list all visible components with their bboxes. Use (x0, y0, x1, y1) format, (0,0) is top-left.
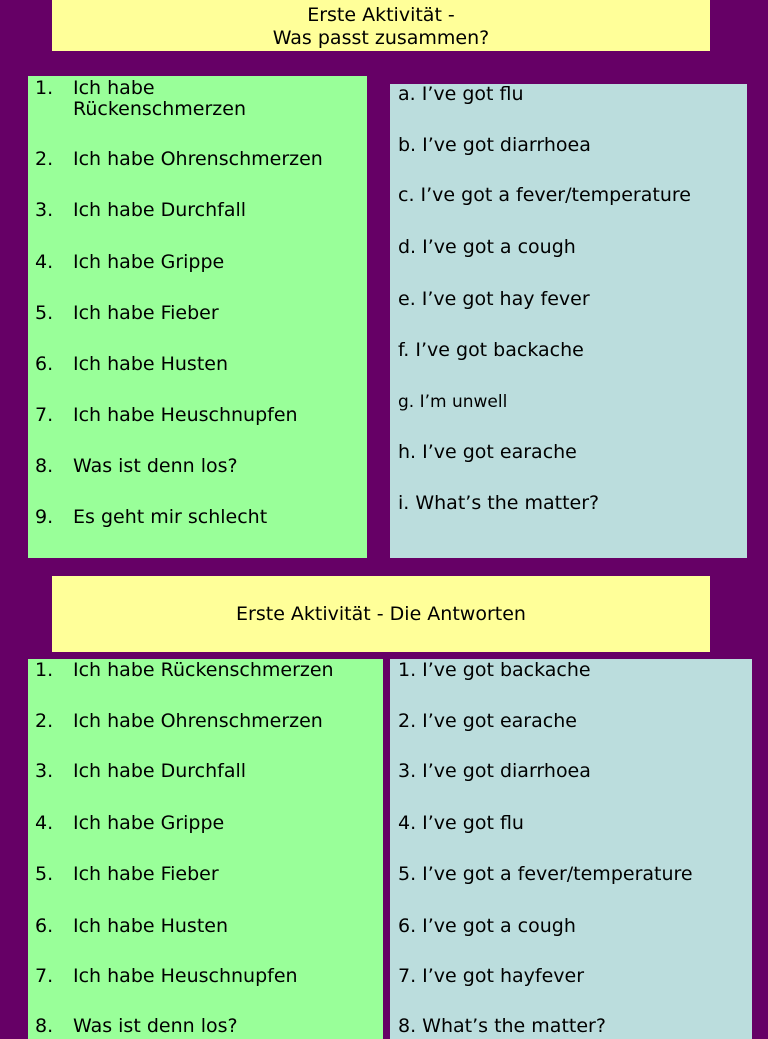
item-number: 7. (35, 404, 54, 426)
list-item: g. I’m unwell (398, 392, 508, 412)
list-item: h. I’ve got earache (398, 441, 577, 463)
list-item (28, 966, 383, 987)
list-item (28, 761, 383, 782)
activity-title-line2: Was passt zusammen? (272, 27, 490, 49)
item-text: Ich habe Heuschnupfen (73, 965, 298, 987)
item-text: Ich habe Husten (73, 915, 229, 937)
list-item: 3. I’ve got diarrhoea (398, 760, 591, 782)
item-text: Ich habe Grippe (73, 812, 225, 834)
list-item (28, 1016, 383, 1037)
activity-german-panel (28, 76, 367, 558)
item-number: 3. (35, 760, 54, 782)
list-item (28, 303, 367, 324)
list-item (28, 149, 367, 170)
activity-title-banner (52, 0, 710, 51)
item-number: 8. (35, 1015, 54, 1037)
item-text: Es geht mir schlecht (73, 506, 268, 528)
item-number: 1. (35, 77, 54, 99)
list-item: c. I’ve got a fever/temperature (398, 184, 691, 206)
item-number: 9. (35, 506, 54, 528)
item-text: Ich habe Husten (73, 353, 229, 375)
activity-english-panel (390, 84, 747, 558)
item-number: 2. (35, 710, 54, 732)
item-text: Ich habe Ohrenschmerzen (73, 710, 323, 732)
list-item (28, 507, 367, 528)
item-text: Ich habe Durchfall (73, 199, 247, 221)
list-item (28, 78, 367, 120)
list-item: d. I’ve got a cough (398, 236, 576, 258)
item-number: 3. (35, 199, 54, 221)
list-item: e. I’ve got hay fever (398, 288, 590, 310)
list-item (28, 711, 383, 732)
answers-title-banner (52, 576, 710, 652)
list-item (28, 405, 367, 426)
list-item: f. I’ve got backache (398, 339, 584, 361)
item-text: Ich habe Rückenschmerzen (73, 77, 246, 120)
item-text: Was ist denn los? (73, 455, 238, 477)
item-text: Ich habe Fieber (73, 302, 219, 324)
item-number: 2. (35, 148, 54, 170)
item-text: Ich habe Grippe (73, 251, 225, 273)
answers-german-panel (28, 659, 383, 1039)
list-item (28, 252, 367, 273)
item-text: Ich habe Rückenschmerzen (73, 659, 334, 681)
list-item: 6. I’ve got a cough (398, 915, 576, 937)
list-item: 1. I’ve got backache (398, 659, 591, 681)
list-item (28, 916, 383, 937)
list-item: 4. I’ve got flu (398, 812, 524, 834)
item-number: 5. (35, 863, 54, 885)
list-item: 5. I’ve got a fever/temperature (398, 863, 693, 885)
list-item: 2. I’ve got earache (398, 710, 577, 732)
item-number: 1. (35, 659, 54, 681)
list-item (28, 660, 383, 681)
list-item: a. I’ve got flu (398, 84, 524, 105)
list-item: i. What’s the matter? (398, 492, 600, 514)
answers-title: Erste Aktivität - Die Antworten (236, 602, 526, 625)
item-number: 4. (35, 812, 54, 834)
list-item (28, 864, 383, 885)
list-item (28, 813, 383, 834)
list-item: 8. What’s the matter? (398, 1015, 606, 1037)
item-number: 6. (35, 353, 54, 375)
list-item (28, 354, 367, 375)
list-item (28, 456, 367, 477)
list-item (28, 200, 367, 221)
item-text: Ich habe Heuschnupfen (73, 404, 298, 426)
item-number: 7. (35, 965, 54, 987)
item-text: Ich habe Durchfall (73, 760, 247, 782)
item-number: 5. (35, 302, 54, 324)
item-text: Was ist denn los? (73, 1015, 238, 1037)
item-number: 6. (35, 915, 54, 937)
activity-title-line1: Erste Aktivität - (307, 4, 455, 26)
item-number: 8. (35, 455, 54, 477)
list-item: b. I’ve got diarrhoea (398, 134, 591, 156)
item-text: Ich habe Ohrenschmerzen (73, 148, 323, 170)
item-text: Ich habe Fieber (73, 863, 219, 885)
list-item: 7. I’ve got hayfever (398, 965, 585, 987)
item-number: 4. (35, 251, 54, 273)
answers-english-panel (390, 659, 752, 1039)
